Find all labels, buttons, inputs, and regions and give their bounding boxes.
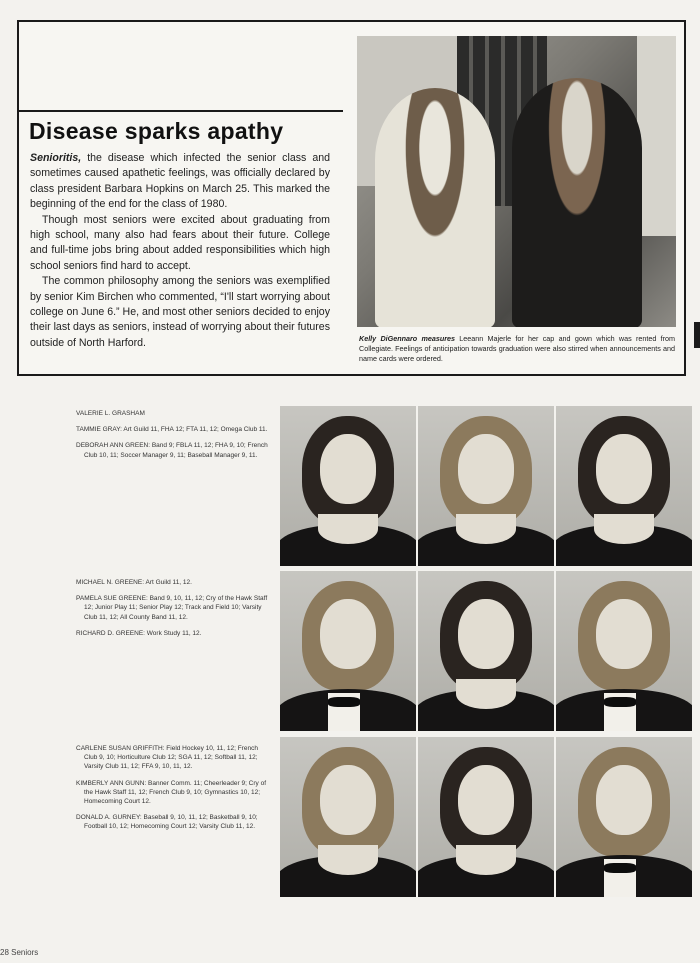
senior-portrait xyxy=(280,571,416,731)
feature-story xyxy=(30,151,330,351)
senior-bio: MICHAEL N. GREENE: Art Guild 11, 12. xyxy=(76,579,192,586)
page-folio: 28 Seniors xyxy=(0,948,39,957)
senior-portrait xyxy=(418,737,554,897)
portrait-face xyxy=(320,765,376,835)
portrait-face xyxy=(458,599,514,669)
page-tab-marker xyxy=(694,322,700,348)
portrait-drape xyxy=(280,524,416,566)
portrait-drape xyxy=(556,524,692,566)
story-paragraph-text: the disease which infected the senior class and sometimes caused apathetic feelings, was officially declared by class president Barbara Hopkins on March 25. This marked the beginning of the end for the class of 1980. xyxy=(30,152,330,211)
portrait-face xyxy=(596,434,652,504)
door xyxy=(637,36,676,236)
portrait-drape xyxy=(418,689,554,731)
portrait-face xyxy=(320,599,376,669)
senior-portrait xyxy=(418,571,554,731)
portrait-face xyxy=(596,765,652,835)
feature-photo xyxy=(357,36,676,327)
bio-group-row-3 xyxy=(76,744,271,839)
portrait-drape xyxy=(418,855,554,897)
portrait-face xyxy=(458,765,514,835)
story-paragraph xyxy=(30,151,330,213)
senior-bio: PAMELA SUE GREENE: Band 9, 10, 11, 12; Cry of the Hawk Staff 12; Junior Play 11; Senior Play 12; Track and Field 10; Varsity Club 11, 12; All County Band 11, 12. xyxy=(76,595,268,621)
senior-bio: TAMMIE GRAY: Art Guild 11, FHA 12; FTA 11, 12; Omega Club 11. xyxy=(76,426,268,434)
feature-headline: Disease sparks apathy xyxy=(29,118,284,144)
senior-portrait xyxy=(280,737,416,897)
photo-caption xyxy=(359,334,675,364)
senior-portrait xyxy=(556,571,692,731)
bio-group-row-2 xyxy=(76,578,271,645)
senior-portrait xyxy=(556,737,692,897)
caption-text: Leeann Majerle for her cap and gown which was rented from Collegiate. Feelings of anticipation towards graduation were also stirred when announcements and name cards were ordered. xyxy=(359,334,676,363)
story-paragraph: Though most seniors were excited about graduating from high school, many also had fears about their future. College and full-time jobs bring about added responsibilities which high school seniors find hard to accept. xyxy=(30,213,330,272)
portrait-tuxedo xyxy=(280,689,416,731)
portrait-face xyxy=(320,434,376,504)
senior-bio: CARLENE SUSAN GRIFFITH: Field Hockey 10, 11, 12; French Club 9, 10; Horticulture Club 12; SGA 11, 12; Softball 11, 12; Varsity Club 11, 12; FFA 9, 10, 11, 12. xyxy=(76,745,258,771)
senior-bio: RICHARD D. GREENE: Work Study 11, 12. xyxy=(76,629,202,637)
senior-portrait xyxy=(418,406,554,566)
story-paragraph: The common philosophy among the seniors was exemplified by senior Kim Birchen who commented, “I'll start worrying about college on June 6.” He, and most other seniors decided to enjoy their last days as seniors, instead of worrying about their futures outside of North Harford. xyxy=(30,275,330,349)
story-lead-word: Senioritis, xyxy=(30,152,82,164)
portrait-tuxedo xyxy=(556,689,692,731)
person-measuring xyxy=(375,88,495,327)
senior-bio: DEBORAH ANN GREEN: Band 9; FBLA 11, 12; FHA 9, 10; French Club 10, 11; Soccer Manager 9, 11; Baseball Manager 9, 11. xyxy=(76,442,268,459)
person-measured xyxy=(512,78,642,327)
senior-bio: DONALD A. GURNEY: Baseball 9, 10, 11, 12; Basketball 9, 10; Football 10, 12; Homecoming Court 12; Varsity Club 11, 12. xyxy=(76,814,258,831)
portrait-drape xyxy=(418,524,554,566)
senior-portrait xyxy=(280,406,416,566)
caption-lead: Kelly DiGennaro measures xyxy=(359,334,456,343)
senior-bio: KIMBERLY ANN GUNN: Banner Comm. 11; Cheerleader 9; Cry of the Hawk Staff 11, 12; French Club 9, 10; Gymnastics 10, 12; Homecoming Court 12. xyxy=(76,779,267,806)
portrait-drape xyxy=(280,855,416,897)
portrait-tuxedo xyxy=(556,855,692,897)
portrait-face xyxy=(458,434,514,504)
senior-bio: VALERIE L. GRASHAM xyxy=(76,410,145,417)
bio-group-row-1 xyxy=(76,409,271,467)
senior-portrait xyxy=(556,406,692,566)
portrait-face xyxy=(596,599,652,669)
